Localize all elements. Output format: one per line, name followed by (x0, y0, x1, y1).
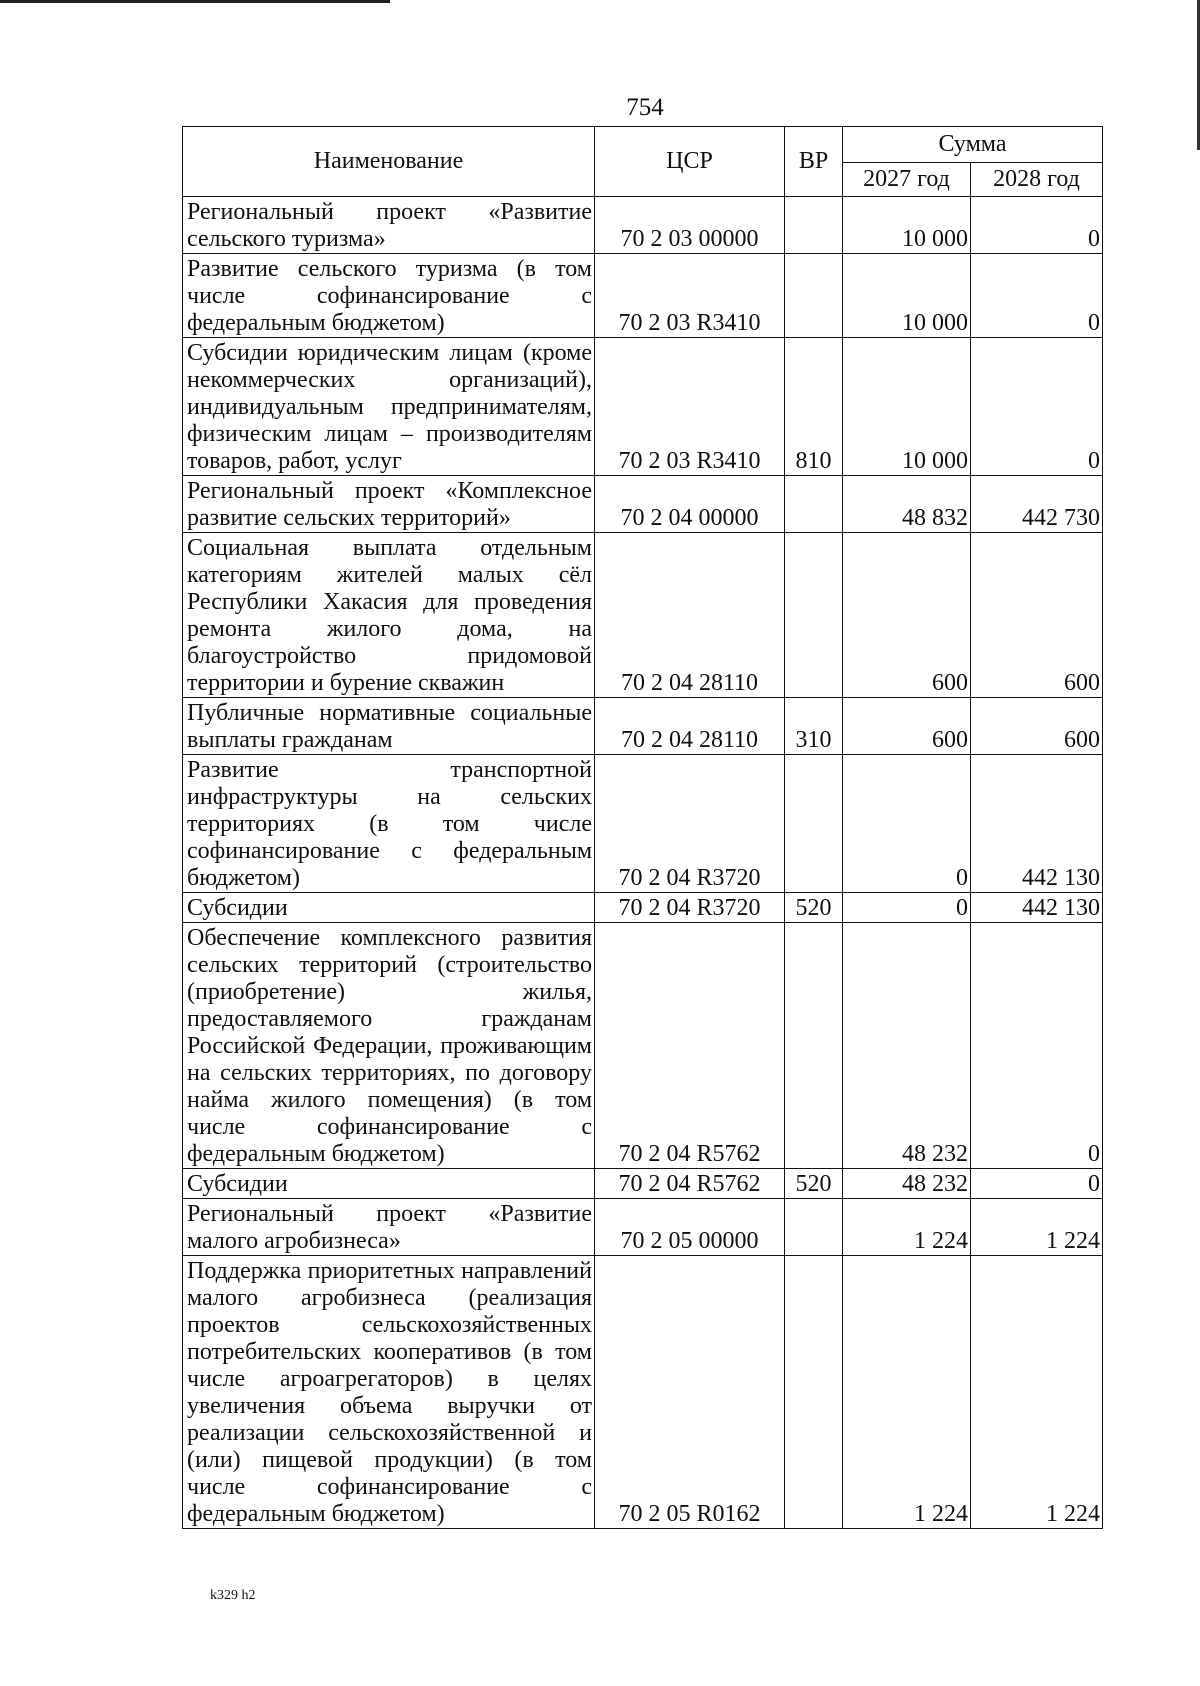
row-2028-cell: 1 224 (971, 1199, 1103, 1256)
row-vr-cell (785, 254, 843, 338)
row-2028-cell: 0 (971, 1169, 1103, 1199)
row-csr-cell: 70 2 03 R3410 (595, 254, 785, 338)
row-vr-cell (785, 533, 843, 698)
row-2028-cell: 1 224 (971, 1256, 1103, 1529)
table-row (183, 476, 1103, 533)
row-name-cell: Развитие сельского туризма (в том числе софинансирование с федеральным бюджетом) (183, 254, 595, 338)
row-2028-cell: 600 (971, 533, 1103, 698)
row-2027-cell: 10 000 (843, 254, 971, 338)
row-2028-cell: 0 (971, 923, 1103, 1169)
row-2028-cell: 0 (971, 254, 1103, 338)
table-row (183, 197, 1103, 254)
table-row (183, 893, 1103, 923)
table-body (183, 197, 1103, 1529)
table-row (183, 698, 1103, 755)
row-vr-cell (785, 1256, 843, 1529)
row-2027-cell: 1 224 (843, 1256, 971, 1529)
row-2027-cell: 10 000 (843, 197, 971, 254)
row-vr-cell (785, 923, 843, 1169)
table-row (183, 923, 1103, 1169)
table-row (183, 1256, 1103, 1529)
row-csr-cell: 70 2 04 00000 (595, 476, 785, 533)
header-sum: Сумма (843, 127, 1103, 163)
table-row (183, 755, 1103, 893)
row-name-cell: Поддержка приоритетных направлений малого агробизнеса (реализация проектов сельскохозяйственных потребительских кооперативов (в том числе агроагрегаторов) в целях увеличения объема выручки от реализации сельскохозяйственной и (или) пищевой продукции) (в том числе софинансирование с федеральным бюджетом) (183, 1256, 595, 1529)
row-csr-cell: 70 2 04 28110 (595, 698, 785, 755)
row-csr-cell: 70 2 03 00000 (595, 197, 785, 254)
row-name-cell: Субсидии (183, 893, 595, 923)
row-csr-cell: 70 2 04 R3720 (595, 893, 785, 923)
row-2027-cell: 1 224 (843, 1199, 971, 1256)
row-vr-cell: 810 (785, 338, 843, 476)
row-csr-cell: 70 2 04 R5762 (595, 1169, 785, 1199)
row-name-cell: Субсидии (183, 1169, 595, 1199)
row-vr-cell: 520 (785, 1169, 843, 1199)
table-row (183, 1169, 1103, 1199)
row-vr-cell: 520 (785, 893, 843, 923)
footer-code: k329 h2 (210, 1588, 256, 1603)
row-name-cell: Обеспечение комплексного развития сельских территорий (строительство (приобретение) жилья, предоставляемого гражданам Российской Федерации, проживающим на сельских территориях, по договору найма жилого помещения) (в том числе софинансирование с федеральным бюджетом) (183, 923, 595, 1169)
table-row (183, 1199, 1103, 1256)
row-2028-cell: 0 (971, 338, 1103, 476)
row-name-cell: Социальная выплата отдельным категориям жителей малых сёл Республики Хакасия для проведения ремонта жилого дома, на благоустройство придомовой территории и бурение скважин (183, 533, 595, 698)
row-name-cell: Развитие транспортной инфраструктуры на сельских территориях (в том числе софинансирование с федеральным бюджетом) (183, 755, 595, 893)
row-2027-cell: 48 832 (843, 476, 971, 533)
row-vr-cell (785, 197, 843, 254)
row-vr-cell (785, 755, 843, 893)
row-name-cell: Субсидии юридическим лицам (кроме некоммерческих организаций), индивидуальным предпринимателям, физическим лицам – производителям товаров, работ, услуг (183, 338, 595, 476)
header-csr: ЦСР (595, 127, 785, 197)
row-csr-cell: 70 2 05 R0162 (595, 1256, 785, 1529)
budget-table-container (182, 126, 1102, 1529)
row-csr-cell: 70 2 05 00000 (595, 1199, 785, 1256)
table-header (183, 127, 1103, 197)
header-year-2027: 2027 год (843, 163, 971, 197)
row-vr-cell (785, 1199, 843, 1256)
row-2027-cell: 0 (843, 755, 971, 893)
header-year-2028: 2028 год (971, 163, 1103, 197)
row-2027-cell: 600 (843, 698, 971, 755)
row-2027-cell: 10 000 (843, 338, 971, 476)
header-vr: ВР (785, 127, 843, 197)
table-row (183, 338, 1103, 476)
row-2027-cell: 48 232 (843, 923, 971, 1169)
row-2027-cell: 48 232 (843, 1169, 971, 1199)
header-name: Наименование (183, 127, 595, 197)
row-2027-cell: 600 (843, 533, 971, 698)
row-csr-cell: 70 2 03 R3410 (595, 338, 785, 476)
row-2028-cell: 442 730 (971, 476, 1103, 533)
row-csr-cell: 70 2 04 R3720 (595, 755, 785, 893)
row-2028-cell: 600 (971, 698, 1103, 755)
row-2027-cell: 0 (843, 893, 971, 923)
table-row (183, 254, 1103, 338)
row-vr-cell: 310 (785, 698, 843, 755)
row-name-cell: Региональный проект «Комплексное развитие сельских территорий» (183, 476, 595, 533)
row-name-cell: Публичные нормативные социальные выплаты гражданам (183, 698, 595, 755)
row-csr-cell: 70 2 04 28110 (595, 533, 785, 698)
row-csr-cell: 70 2 04 R5762 (595, 923, 785, 1169)
scan-top-rule (0, 0, 390, 3)
budget-table (182, 126, 1103, 1529)
page-number: 754 (626, 94, 664, 121)
table-row (183, 533, 1103, 698)
row-vr-cell (785, 476, 843, 533)
row-2028-cell: 442 130 (971, 893, 1103, 923)
row-name-cell: Региональный проект «Развитие малого агробизнеса» (183, 1199, 595, 1256)
row-name-cell: Региональный проект «Развитие сельского туризма» (183, 197, 595, 254)
row-2028-cell: 442 130 (971, 755, 1103, 893)
row-2028-cell: 0 (971, 197, 1103, 254)
